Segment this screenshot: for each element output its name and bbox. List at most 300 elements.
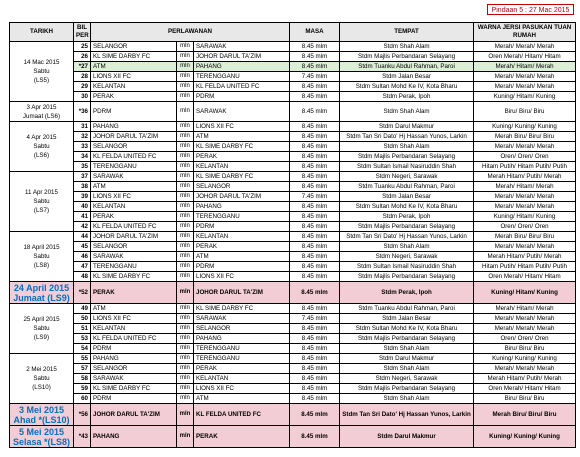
- kickoff-time: 8.45 mlm: [290, 344, 340, 354]
- kickoff-time: 8.45 mlm: [290, 42, 340, 52]
- away-team: PAHANG: [194, 202, 290, 212]
- jersey-colors: Biru/ Biru/ Biru: [474, 344, 576, 354]
- kickoff-time: 8.45 mlm: [290, 202, 340, 212]
- away-team: SELANGOR: [194, 182, 290, 192]
- jersey-colors: Biru/ Biru/ Biru: [474, 394, 576, 404]
- jersey-colors: Kuning/ Kuning/ Kuning: [474, 426, 576, 448]
- kickoff-time: 8.45 mlm: [290, 182, 340, 192]
- jersey-colors: Oren Merah/ Hitam/ Hitam: [474, 384, 576, 394]
- kickoff-time: 8.45 mlm: [290, 92, 340, 102]
- table-row: [10, 172, 576, 182]
- home-team: KL SIME DARBY FC: [91, 52, 177, 62]
- venue: Stdm Negeri, Sarawak: [340, 172, 474, 182]
- match-number: 40: [74, 202, 91, 212]
- kickoff-time: 8.45 mlm: [290, 242, 340, 252]
- match-number: *52: [74, 282, 91, 304]
- away-team: LIONS XII FC: [194, 122, 290, 132]
- header-tempat: TEMPAT: [340, 23, 474, 42]
- away-team: SELANGOR: [194, 324, 290, 334]
- header-bil: BIL PER: [74, 23, 91, 42]
- date-cell: 3 Apr 2015 Jumaat (LS6): [10, 102, 74, 122]
- jersey-colors: Merah/ Merah/ Merah: [474, 82, 576, 92]
- home-team: SELANGOR: [91, 142, 177, 152]
- match-number: 42: [74, 222, 91, 232]
- jersey-colors: Merah/ Merah/ Merah: [474, 192, 576, 202]
- jersey-colors: Merah/ Merah/ Merah: [474, 202, 576, 212]
- table-row: [10, 364, 576, 374]
- versus-label: mln: [177, 72, 194, 82]
- date-cell: 24 April 2015 Jumaat (LS9): [10, 282, 74, 304]
- home-team: PAHANG: [91, 426, 177, 448]
- table-row: [10, 162, 576, 172]
- table-row: [10, 334, 576, 344]
- table-row: [10, 314, 576, 324]
- versus-label: mln: [177, 52, 194, 62]
- home-team: KL SIME DARBY FC: [91, 384, 177, 394]
- table-row: [10, 394, 576, 404]
- jersey-colors: Merah Biru/ Biru/ Biru: [474, 232, 576, 242]
- away-team: KL SIME DARBY FC: [194, 172, 290, 182]
- away-team: SARAWAK: [194, 42, 290, 52]
- table-row: [10, 142, 576, 152]
- versus-label: mln: [177, 324, 194, 334]
- away-team: TERENGGANU: [194, 212, 290, 222]
- jersey-colors: Merah/ Merah/ Merah: [474, 72, 576, 82]
- table-row: [10, 212, 576, 222]
- match-number: 57: [74, 364, 91, 374]
- home-team: PAHANG: [91, 354, 177, 364]
- venue: Stdm Majlis Perbandaran Selayang: [340, 222, 474, 232]
- table-row: [10, 182, 576, 192]
- kickoff-time: 8.45 mlm: [290, 354, 340, 364]
- venue: Stdm Sultan Mohd Ke IV, Kota Bharu: [340, 202, 474, 212]
- fixture-table: [9, 22, 576, 448]
- kickoff-time: 8.45 mlm: [290, 162, 340, 172]
- away-team: SARAWAK: [194, 102, 290, 122]
- home-team: KL FELDA UNITED FC: [91, 152, 177, 162]
- home-team: ATM: [91, 62, 177, 72]
- match-number: 48: [74, 272, 91, 282]
- away-team: ATM: [194, 132, 290, 142]
- versus-label: mln: [177, 182, 194, 192]
- match-number: 39: [74, 192, 91, 202]
- venue: Stdm Tan Sri Dato' Hj Hassan Yunos, Larkin: [340, 132, 474, 142]
- versus-label: mln: [177, 384, 194, 394]
- match-number: 38: [74, 182, 91, 192]
- versus-label: mln: [177, 344, 194, 354]
- away-team: SARAWAK: [194, 314, 290, 324]
- date-cell: 5 Mei 2015 Selasa *(LS8): [10, 426, 74, 448]
- jersey-colors: Merah Hitam/ Putih/ Merah: [474, 374, 576, 384]
- jersey-colors: Kuning/ Kuning/ Kuning: [474, 122, 576, 132]
- table-row: [10, 354, 576, 364]
- kickoff-time: 7.45 mlm: [290, 314, 340, 324]
- versus-label: mln: [177, 172, 194, 182]
- match-number: 31: [74, 122, 91, 132]
- table-row: [10, 52, 576, 62]
- table-row: [10, 384, 576, 394]
- kickoff-time: 8.45 mlm: [290, 394, 340, 404]
- home-team: LIONS XII FC: [91, 192, 177, 202]
- match-number: 37: [74, 172, 91, 182]
- home-team: KELANTAN: [91, 202, 177, 212]
- venue: Stdm Tuanku Abdul Rahman, Paroi: [340, 62, 474, 72]
- home-team: SARAWAK: [91, 252, 177, 262]
- kickoff-time: 8.45 mlm: [290, 212, 340, 222]
- jersey-colors: Merah Hitam/ Putih/ Merah: [474, 252, 576, 262]
- table-row: [10, 324, 576, 334]
- match-number: 50: [74, 314, 91, 324]
- venue: Stdm Darul Makmur: [340, 122, 474, 132]
- venue: Stdm Perak, Ipoh: [340, 212, 474, 222]
- venue: Stdm Majlis Perbandaran Selayang: [340, 52, 474, 62]
- away-team: PERAK: [194, 152, 290, 162]
- home-team: TERENGGANU: [91, 162, 177, 172]
- kickoff-time: 8.45 mlm: [290, 324, 340, 334]
- versus-label: mln: [177, 162, 194, 172]
- kickoff-time: 8.45 mlm: [290, 232, 340, 242]
- match-number: *27: [74, 62, 91, 72]
- versus-label: mln: [177, 222, 194, 232]
- table-row: [10, 404, 576, 426]
- home-team: TERENGGANU: [91, 262, 177, 272]
- venue: Stdm Sultan Ismail Nasiruddin Shah: [340, 162, 474, 172]
- kickoff-time: 8.45 mlm: [290, 122, 340, 132]
- table-row: [10, 82, 576, 92]
- versus-label: mln: [177, 272, 194, 282]
- match-number: 55: [74, 354, 91, 364]
- home-team: ATM: [91, 182, 177, 192]
- table-row: [10, 72, 576, 82]
- match-number: 35: [74, 162, 91, 172]
- venue: Stdm Negeri, Sarawak: [340, 374, 474, 384]
- home-team: KELANTAN: [91, 324, 177, 334]
- kickoff-time: 8.45 mlm: [290, 282, 340, 304]
- match-number: 32: [74, 132, 91, 142]
- venue: Stdm Sultan Mohd Ke IV, Kota Bharu: [340, 324, 474, 334]
- versus-label: mln: [177, 62, 194, 72]
- match-number: 54: [74, 344, 91, 354]
- match-number: 30: [74, 92, 91, 102]
- match-number: 41: [74, 212, 91, 222]
- match-number: 34: [74, 152, 91, 162]
- match-number: 25: [74, 42, 91, 52]
- kickoff-time: 8.45 mlm: [290, 262, 340, 272]
- table-row: [10, 132, 576, 142]
- versus-label: mln: [177, 404, 194, 426]
- home-team: PDRM: [91, 344, 177, 354]
- table-row: [10, 102, 576, 122]
- jersey-colors: Merah Biru/ Biru/ Biru: [474, 404, 576, 426]
- jersey-colors: Hitam Putih/ Hitam Putih/ Putih: [474, 262, 576, 272]
- versus-label: mln: [177, 232, 194, 242]
- away-team: PAHANG: [194, 62, 290, 72]
- jersey-colors: Merah/ Merah/ Merah: [474, 314, 576, 324]
- jersey-colors: Oren Merah/ Hitam/ Hitam: [474, 272, 576, 282]
- venue: Stdm Jalan Besar: [340, 192, 474, 202]
- venue: Stdm Tuanku Abdul Rahman, Paroi: [340, 182, 474, 192]
- versus-label: mln: [177, 252, 194, 262]
- jersey-colors: Merah/ Hitam/ Merah: [474, 304, 576, 314]
- kickoff-time: 8.45 mlm: [290, 172, 340, 182]
- kickoff-time: 8.45 mlm: [290, 52, 340, 62]
- venue: Stdm Sultan Mohd Ke IV, Kota Bharu: [340, 82, 474, 92]
- match-number: 28: [74, 72, 91, 82]
- home-team: JOHOR DARUL TA'ZIM: [91, 404, 177, 426]
- home-team: SARAWAK: [91, 374, 177, 384]
- date-cell: 18 April 2015 Sabtu (LS8): [10, 232, 74, 282]
- match-number: 47: [74, 262, 91, 272]
- kickoff-time: 8.45 mlm: [290, 272, 340, 282]
- versus-label: mln: [177, 152, 194, 162]
- kickoff-time: 8.45 mlm: [290, 222, 340, 232]
- versus-label: mln: [177, 132, 194, 142]
- kickoff-time: 7.45 mlm: [290, 192, 340, 202]
- versus-label: mln: [177, 142, 194, 152]
- jersey-colors: Merah/ Merah/ Merah: [474, 242, 576, 252]
- away-team: KL FELDA UNITED FC: [194, 404, 290, 426]
- home-team: PDRM: [91, 394, 177, 404]
- home-team: KL SIME DARBY FC: [91, 272, 177, 282]
- venue: Stdm Negeri, Sarawak: [340, 252, 474, 262]
- match-number: 49: [74, 304, 91, 314]
- venue: Stdm Shah Alam: [340, 242, 474, 252]
- table-row: [10, 242, 576, 252]
- date-cell: 2 Mei 2015 Sabtu (LS10): [10, 354, 74, 404]
- date-cell: 25 April 2015 Sabtu (LS9): [10, 304, 74, 354]
- table-row: [10, 42, 576, 52]
- venue: Stdm Darul Makmur: [340, 354, 474, 364]
- table-row: [10, 344, 576, 354]
- table-row: [10, 152, 576, 162]
- kickoff-time: 8.45 mlm: [290, 404, 340, 426]
- venue: Stdm Tan Sri Dato' Hj Hassan Yunos, Larkin: [340, 404, 474, 426]
- away-team: PDRM: [194, 92, 290, 102]
- versus-label: mln: [177, 212, 194, 222]
- kickoff-time: 8.45 mlm: [290, 142, 340, 152]
- match-number: *36: [74, 102, 91, 122]
- kickoff-time: 8.45 mlm: [290, 334, 340, 344]
- home-team: KELANTAN: [91, 82, 177, 92]
- jersey-colors: Merah/ Merah/ Merah: [474, 42, 576, 52]
- home-team: PDRM: [91, 102, 177, 122]
- kickoff-time: 8.45 mlm: [290, 374, 340, 384]
- away-team: PDRM: [194, 222, 290, 232]
- table-row: [10, 282, 576, 304]
- venue: Stdm Shah Alam: [340, 344, 474, 354]
- away-team: LIONS XII FC: [194, 272, 290, 282]
- venue: Stdm Majlis Perbandaran Selayang: [340, 384, 474, 394]
- table-row: [10, 232, 576, 242]
- jersey-colors: Merah/ Merah/ Merah: [474, 324, 576, 334]
- match-number: 44: [74, 232, 91, 242]
- away-team: PDRM: [194, 262, 290, 272]
- match-number: 59: [74, 384, 91, 394]
- venue: Stdm Majlis Perbandaran Selayang: [340, 152, 474, 162]
- jersey-colors: Merah/ Hitam/ Merah: [474, 182, 576, 192]
- jersey-colors: Oren/ Oren/ Oren: [474, 334, 576, 344]
- venue: Stdm Jalan Besar: [340, 314, 474, 324]
- away-team: KL FELDA UNITED FC: [194, 82, 290, 92]
- versus-label: mln: [177, 92, 194, 102]
- venue: Stdm Shah Alam: [340, 394, 474, 404]
- versus-label: mln: [177, 364, 194, 374]
- versus-label: mln: [177, 262, 194, 272]
- versus-label: mln: [177, 202, 194, 212]
- venue: Stdm Tuanku Abdul Rahman, Paroi: [340, 304, 474, 314]
- versus-label: mln: [177, 354, 194, 364]
- away-team: JOHOR DARUL TA'ZIM: [194, 192, 290, 202]
- venue: Stdm Tan Sri Dato' Hj Hassan Yunos, Larkin: [340, 232, 474, 242]
- home-team: SELANGOR: [91, 42, 177, 52]
- home-team: JOHOR DARUL TA'ZIM: [91, 132, 177, 142]
- versus-label: mln: [177, 122, 194, 132]
- venue: Stdm Perak, Ipoh: [340, 282, 474, 304]
- kickoff-time: 8.45 mlm: [290, 62, 340, 72]
- kickoff-time: 8.45 mlm: [290, 364, 340, 374]
- jersey-colors: Merah/ Hitam/ Merah: [474, 62, 576, 72]
- match-number: 26: [74, 52, 91, 62]
- table-row: [10, 272, 576, 282]
- table-row: [10, 92, 576, 102]
- kickoff-time: 8.45 mlm: [290, 102, 340, 122]
- date-cell: 11 Apr 2015 Sabtu (LS7): [10, 172, 74, 232]
- versus-label: mln: [177, 314, 194, 324]
- away-team: KL SIME DARBY FC: [194, 304, 290, 314]
- jersey-colors: Hitam Putih/ Hitam Putih/ Putih: [474, 162, 576, 172]
- home-team: PAHANG: [91, 122, 177, 132]
- versus-label: mln: [177, 374, 194, 384]
- away-team: ATM: [194, 394, 290, 404]
- header-warna: WARNA JERSI PASUKAN TUAN RUMAH: [474, 23, 576, 42]
- match-number: 53: [74, 334, 91, 344]
- table-row: [10, 426, 576, 448]
- jersey-colors: Oren Merah/ Hitam/ Hitam: [474, 52, 576, 62]
- date-cell: 4 Apr 2015 Sabtu (LS6): [10, 122, 74, 172]
- table-row: [10, 122, 576, 132]
- home-team: JOHOR DARUL TA'ZIM: [91, 232, 177, 242]
- versus-label: mln: [177, 42, 194, 52]
- match-number: 60: [74, 394, 91, 404]
- versus-label: mln: [177, 102, 194, 122]
- away-team: TERENGGANU: [194, 72, 290, 82]
- match-number: *56: [74, 404, 91, 426]
- home-team: KL FELDA UNITED FC: [91, 222, 177, 232]
- kickoff-time: 8.45 mlm: [290, 384, 340, 394]
- table-row: [10, 252, 576, 262]
- jersey-colors: Merah/ Merah/ Merah: [474, 364, 576, 374]
- away-team: JOHOR DARUL TA'ZIM: [194, 282, 290, 304]
- versus-label: mln: [177, 304, 194, 314]
- away-team: KELANTAN: [194, 162, 290, 172]
- venue: Stdm Shah Alam: [340, 102, 474, 122]
- away-team: JOHOR DARUL TA'ZIM: [194, 52, 290, 62]
- home-team: PERAK: [91, 282, 177, 304]
- table-row: [10, 262, 576, 272]
- home-team: SARAWAK: [91, 172, 177, 182]
- versus-label: mln: [177, 394, 194, 404]
- jersey-colors: Oren/ Oren/ Oren: [474, 222, 576, 232]
- kickoff-time: 8.45 mlm: [290, 82, 340, 92]
- jersey-colors: Merah Hitam/ Putih/ Merah: [474, 172, 576, 182]
- match-number: 33: [74, 142, 91, 152]
- header-row: [10, 23, 576, 42]
- jersey-colors: Merah/ Merah/ Merah: [474, 142, 576, 152]
- away-team: KELANTAN: [194, 374, 290, 384]
- match-number: 45: [74, 242, 91, 252]
- home-team: LIONS XII FC: [91, 314, 177, 324]
- venue: Stdm Jalan Besar: [340, 72, 474, 82]
- venue: Stdm Perak, Ipoh: [340, 92, 474, 102]
- versus-label: mln: [177, 282, 194, 304]
- home-team: KL FELDA UNITED FC: [91, 334, 177, 344]
- home-team: LIONS XII FC: [91, 72, 177, 82]
- venue: Stdm Darul Makmur: [340, 426, 474, 448]
- versus-label: mln: [177, 334, 194, 344]
- table-row: [10, 192, 576, 202]
- away-team: PERAK: [194, 364, 290, 374]
- header-tarikh: TARIKH: [10, 23, 74, 42]
- jersey-colors: Kuning/ Kuning/ Kuning: [474, 354, 576, 364]
- header-perlawanan: PERLAWANAN: [91, 23, 290, 42]
- fixture-body: [10, 42, 576, 448]
- jersey-colors: Oren/ Oren/ Oren: [474, 152, 576, 162]
- venue: Stdm Majlis Perbandaran Selayang: [340, 334, 474, 344]
- versus-label: mln: [177, 192, 194, 202]
- away-team: PERAK: [194, 242, 290, 252]
- jersey-colors: Merah Biru/ Biru/ Biru: [474, 132, 576, 142]
- revision-note: Pindaan 5 : 27 Mac 2015: [487, 4, 574, 15]
- header-masa: MASA: [290, 23, 340, 42]
- away-team: ATM: [194, 252, 290, 262]
- table-row: [10, 222, 576, 232]
- home-team: PERAK: [91, 212, 177, 222]
- date-cell: 3 Mei 2015 Ahad *(LS10): [10, 404, 74, 426]
- kickoff-time: 8.45 mlm: [290, 152, 340, 162]
- away-team: LIONS XII FC: [194, 384, 290, 394]
- away-team: KL SIME DARBY FC: [194, 142, 290, 152]
- jersey-colors: Kuning/ Hitam/ Kuning: [474, 92, 576, 102]
- venue: Stdm Sultan Ismail Nasiruddin Shah: [340, 262, 474, 272]
- jersey-colors: Kuning/ Hitam/ Kuning: [474, 282, 576, 304]
- venue: Stdm Shah Alam: [340, 364, 474, 374]
- kickoff-time: 8.45 mlm: [290, 426, 340, 448]
- kickoff-time: 8.45 mlm: [290, 132, 340, 142]
- away-team: KELANTAN: [194, 232, 290, 242]
- table-row: [10, 62, 576, 72]
- kickoff-time: 8.45 mlm: [290, 252, 340, 262]
- away-team: PERAK: [194, 426, 290, 448]
- home-team: PERAK: [91, 92, 177, 102]
- match-number: 58: [74, 374, 91, 384]
- match-number: 29: [74, 82, 91, 92]
- away-team: TERENGGANU: [194, 344, 290, 354]
- away-team: PAHANG: [194, 334, 290, 344]
- venue: Stdm Shah Alam: [340, 42, 474, 52]
- venue: Stdm Majlis Perbandaran Selayang: [340, 272, 474, 282]
- match-number: *43: [74, 426, 91, 448]
- jersey-colors: Kuning/ Hitam/ Kuning: [474, 212, 576, 222]
- kickoff-time: 8.45 mlm: [290, 304, 340, 314]
- away-team: TERENGGANU: [194, 354, 290, 364]
- table-row: [10, 304, 576, 314]
- match-number: 46: [74, 252, 91, 262]
- date-cell: 14 Mac 2015 Sabtu (LS5): [10, 42, 74, 102]
- versus-label: mln: [177, 242, 194, 252]
- home-team: ATM: [91, 304, 177, 314]
- home-team: SELANGOR: [91, 364, 177, 374]
- table-row: [10, 374, 576, 384]
